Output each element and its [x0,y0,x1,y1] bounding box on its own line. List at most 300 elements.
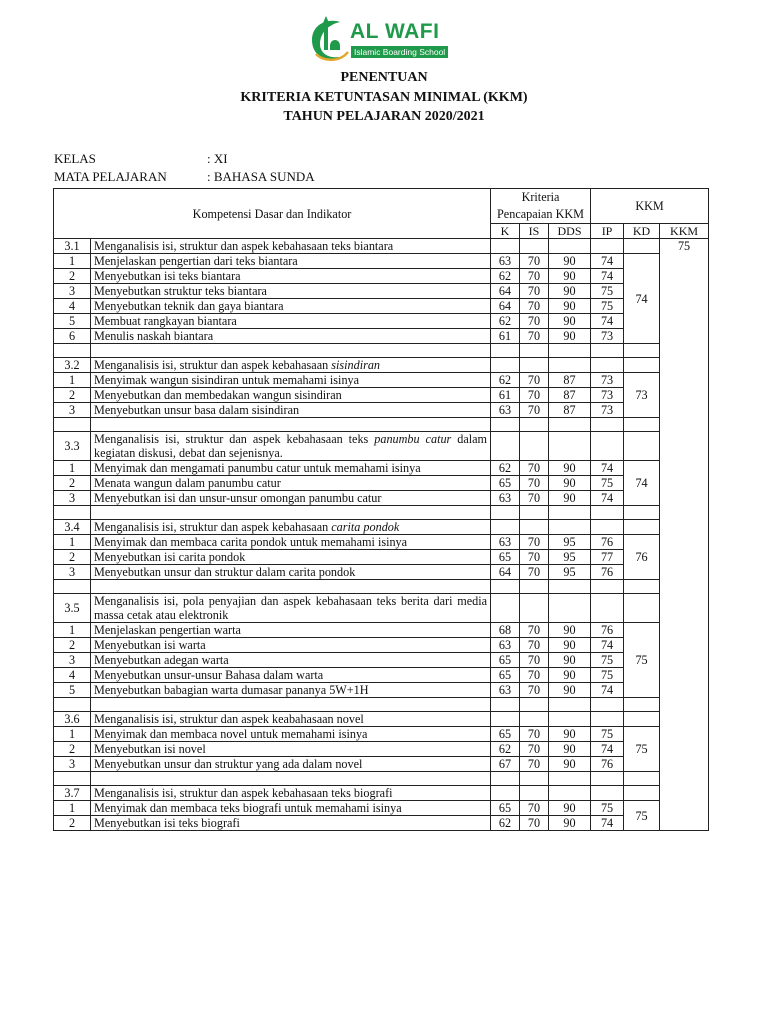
spacer-row [54,344,709,358]
value-kd: 74 [624,461,660,506]
value-kd: 75 [624,727,660,772]
value-is: 70 [520,683,549,698]
indicator-number: 2 [54,550,91,565]
empty-cell [549,506,591,520]
indicator-number: 6 [54,329,91,344]
value-dds: 90 [549,727,591,742]
empty-cell [520,239,549,254]
spacer-row [54,772,709,786]
value-dds: 90 [549,461,591,476]
value-is: 70 [520,535,549,550]
spacer-row [54,698,709,712]
empty-cell [520,698,549,712]
indicator-text: Menyebutkan unsur basa dalam sisindiran [91,403,491,418]
section-title-rest: dalam kegiatan diskusi, debat dan sejenisnya. [94,432,488,460]
section-row [54,520,709,535]
value-ip: 75 [591,476,624,491]
spacer-row [54,418,709,432]
indicator-row [54,565,709,580]
value-dds: 90 [549,683,591,698]
value-k: 67 [491,757,520,772]
kkm-table [53,188,709,831]
indicator-number: 2 [54,476,91,491]
value-is: 70 [520,254,549,269]
value-dds: 90 [549,742,591,757]
value-ip: 74 [591,269,624,284]
value-dds: 90 [549,299,591,314]
empty-cell [54,698,91,712]
empty-cell [591,358,624,373]
value-ip: 74 [591,491,624,506]
indicator-number: 1 [54,801,91,816]
overall-kkm: 75 [660,239,709,831]
value-is: 70 [520,550,549,565]
indicator-row [54,284,709,299]
indicator-number: 1 [54,535,91,550]
empty-cell [624,786,660,801]
indicator-text: Menyimak dan mengamati panumbu catur untuk memahami isinya [91,461,491,476]
indicator-text: Membuat rangkayan biantara [91,314,491,329]
indicator-text: Menyebutkan adegan warta [91,653,491,668]
section-title-italic: panumbu catur [374,432,452,446]
empty-cell [54,772,91,786]
meta-value: : BAHASA SUNDA [207,169,315,184]
empty-cell [491,594,520,623]
indicator-text: Menyebutkan isi teks biografi [91,816,491,831]
empty-cell [520,432,549,461]
value-dds: 90 [549,816,591,831]
value-dds: 90 [549,801,591,816]
value-ip: 75 [591,653,624,668]
indicator-row [54,461,709,476]
empty-cell [624,358,660,373]
empty-cell [624,698,660,712]
value-ip: 74 [591,816,624,831]
empty-cell [624,712,660,727]
section-title-text: Menganalisis isi, struktur dan aspek kebahasaan [94,520,332,534]
section-title [91,358,491,373]
value-is: 70 [520,638,549,653]
value-ip: 76 [591,623,624,638]
value-dds: 87 [549,373,591,388]
indicator-text: Menyebutkan isi dan unsur-unsur omongan panumbu catur [91,491,491,506]
section-title-italic: carita pondok [331,520,400,534]
value-k: 62 [491,742,520,757]
section-title [91,520,491,535]
value-dds: 90 [549,476,591,491]
kkm-table-body [54,239,709,831]
indicator-text: Menyebutkan teknik dan gaya biantara [91,299,491,314]
value-k: 63 [491,535,520,550]
section-title-text: Menganalisis isi, struktur dan aspek kebahasaan teks [94,432,375,446]
indicator-row [54,403,709,418]
value-kd: 74 [624,254,660,344]
indicator-number: 1 [54,461,91,476]
value-dds: 90 [549,284,591,299]
empty-cell [91,698,491,712]
empty-cell [591,239,624,254]
empty-cell [549,786,591,801]
indicator-row [54,314,709,329]
header-k: K [491,224,520,239]
section-title [91,432,491,461]
empty-cell [624,506,660,520]
indicator-row [54,638,709,653]
meta-key: KELAS [54,151,96,166]
title-line-1: PENENTUAN [340,70,428,85]
indicator-row [54,727,709,742]
empty-cell [624,772,660,786]
value-is: 70 [520,816,549,831]
value-ip: 74 [591,742,624,757]
logo-name: AL WAFI [350,20,440,43]
empty-cell [549,698,591,712]
empty-cell [491,786,520,801]
value-is: 70 [520,653,549,668]
indicator-number: 3 [54,565,91,580]
header-kkm: KKM [591,189,709,224]
value-is: 70 [520,314,549,329]
value-k: 62 [491,461,520,476]
spacer-row [54,506,709,520]
indicator-text: Menyebutkan isi warta [91,638,491,653]
empty-cell [491,344,520,358]
value-dds: 95 [549,550,591,565]
value-ip: 76 [591,757,624,772]
value-kd: 75 [624,623,660,698]
value-is: 70 [520,269,549,284]
empty-cell [591,580,624,594]
value-dds: 90 [549,329,591,344]
meta-value: : XI [207,151,228,166]
value-kd: 75 [624,801,660,831]
value-is: 70 [520,461,549,476]
document-title [0,68,768,127]
empty-cell [520,520,549,535]
indicator-row [54,653,709,668]
value-is: 70 [520,476,549,491]
indicator-row [54,329,709,344]
section-title-text: Menganalisis isi, struktur dan aspek kebahasaan [94,358,332,372]
header-kompetensi: Kompetensi Dasar dan Indikator [54,189,491,239]
indicator-text: Menulis naskah biantara [91,329,491,344]
indicator-row [54,254,709,269]
value-is: 70 [520,801,549,816]
value-ip: 76 [591,565,624,580]
empty-cell [491,712,520,727]
indicator-number: 5 [54,314,91,329]
header-kriteria: Kriteria Pencapaian KKM [491,189,591,224]
empty-cell [624,594,660,623]
empty-cell [549,239,591,254]
value-dds: 90 [549,623,591,638]
empty-cell [91,580,491,594]
section-number: 3.5 [54,594,91,623]
indicator-text: Menyebutkan unsur dan struktur yang ada dalam novel [91,757,491,772]
indicator-number: 1 [54,373,91,388]
value-dds: 90 [549,757,591,772]
indicator-row [54,742,709,757]
value-ip: 74 [591,461,624,476]
empty-cell [491,358,520,373]
value-ip: 75 [591,727,624,742]
value-ip: 75 [591,299,624,314]
value-kd: 73 [624,373,660,418]
empty-cell [591,418,624,432]
value-k: 61 [491,388,520,403]
empty-cell [591,594,624,623]
empty-cell [591,520,624,535]
empty-cell [591,712,624,727]
indicator-text: Menata wangun dalam panumbu catur [91,476,491,491]
empty-cell [91,772,491,786]
indicator-row [54,535,709,550]
value-is: 70 [520,742,549,757]
indicator-number: 4 [54,299,91,314]
indicator-row [54,299,709,314]
value-ip: 73 [591,403,624,418]
empty-cell [520,344,549,358]
value-dds: 90 [549,653,591,668]
section-title-text: Menganalisis isi, struktur dan aspek keabahasaan novel [94,712,364,726]
value-is: 70 [520,329,549,344]
value-k: 62 [491,373,520,388]
value-k: 61 [491,329,520,344]
section-number: 3.7 [54,786,91,801]
empty-cell [520,712,549,727]
empty-cell [491,432,520,461]
value-dds: 90 [549,668,591,683]
indicator-row [54,269,709,284]
section-title-italic: sisindiran [331,358,381,372]
empty-cell [520,358,549,373]
indicator-row [54,757,709,772]
empty-cell [520,786,549,801]
value-dds: 95 [549,535,591,550]
value-is: 70 [520,388,549,403]
school-logo [306,10,466,64]
value-ip: 73 [591,388,624,403]
empty-cell [54,344,91,358]
indicator-text: Menyebutkan dan membedakan wangun sisindiran [91,388,491,403]
empty-cell [549,520,591,535]
empty-cell [91,344,491,358]
indicator-text: Menyebutkan isi novel [91,742,491,757]
value-ip: 75 [591,668,624,683]
indicator-text: Menyebutkan struktur teks biantara [91,284,491,299]
indicator-text: Menyimak dan membaca novel untuk memahami isinya [91,727,491,742]
indicator-text: Menyebutkan unsur dan struktur dalam carita pondok [91,565,491,580]
empty-cell [491,506,520,520]
indicator-row [54,816,709,831]
value-ip: 75 [591,801,624,816]
title-line-2: KRITERIA KETUNTASAN MINIMAL (KKM) [240,89,528,105]
spacer-row [54,580,709,594]
section-row [54,594,709,623]
indicator-row [54,668,709,683]
empty-cell [91,506,491,520]
value-k: 63 [491,638,520,653]
header-dds: DDS [549,224,591,239]
empty-cell [520,594,549,623]
value-k: 68 [491,623,520,638]
value-k: 65 [491,801,520,816]
section-title [91,712,491,727]
empty-cell [491,418,520,432]
value-ip: 74 [591,638,624,653]
indicator-number: 3 [54,757,91,772]
value-k: 65 [491,727,520,742]
logo-subtitle: Islamic Boarding School [351,46,448,58]
indicator-number: 3 [54,284,91,299]
empty-cell [591,344,624,358]
empty-cell [91,418,491,432]
value-k: 62 [491,269,520,284]
header-ip: IP [591,224,624,239]
title-line-3: TAHUN PELAJARAN 2020/2021 [283,109,485,124]
indicator-number: 4 [54,668,91,683]
section-title-text: Menganalisis isi, struktur dan aspek kebahasaan teks biantara [94,239,394,253]
empty-cell [624,418,660,432]
empty-cell [549,594,591,623]
indicator-text: Menyebutkan babagian warta dumasar pananya 5W+1H [91,683,491,698]
value-dds: 90 [549,269,591,284]
indicator-number: 3 [54,491,91,506]
empty-cell [624,580,660,594]
indicator-row [54,388,709,403]
value-dds: 90 [549,314,591,329]
indicator-text: Menyimak wangun sisindiran untuk memahami isinya [91,373,491,388]
value-is: 70 [520,565,549,580]
empty-cell [549,344,591,358]
value-is: 70 [520,623,549,638]
value-k: 65 [491,668,520,683]
value-dds: 90 [549,638,591,653]
empty-cell [491,580,520,594]
section-title-text: Menganalisis isi, struktur dan aspek kebahasaan teks biografi [94,786,393,800]
empty-cell [591,772,624,786]
empty-cell [520,418,549,432]
value-is: 70 [520,491,549,506]
empty-cell [549,432,591,461]
empty-cell [624,239,660,254]
value-is: 70 [520,299,549,314]
empty-cell [624,432,660,461]
mosque-emblem-icon [306,10,350,64]
value-k: 65 [491,476,520,491]
empty-cell [491,520,520,535]
indicator-number: 3 [54,653,91,668]
value-dds: 90 [549,491,591,506]
indicator-text: Menyimak dan membaca carita pondok untuk memahami isinya [91,535,491,550]
value-ip: 74 [591,314,624,329]
empty-cell [520,772,549,786]
indicator-text: Menjelaskan pengertian dari teks biantara [91,254,491,269]
empty-cell [549,418,591,432]
empty-cell [520,580,549,594]
document-meta [54,150,315,186]
indicator-number: 2 [54,269,91,284]
value-ip: 74 [591,254,624,269]
empty-cell [549,358,591,373]
value-k: 63 [491,254,520,269]
value-is: 70 [520,757,549,772]
empty-cell [624,520,660,535]
value-dds: 95 [549,565,591,580]
value-ip: 73 [591,373,624,388]
section-number: 3.3 [54,432,91,461]
meta-row-kelas [54,150,315,168]
empty-cell [54,418,91,432]
value-k: 64 [491,284,520,299]
value-k: 63 [491,403,520,418]
empty-cell [54,580,91,594]
indicator-row [54,491,709,506]
empty-cell [491,698,520,712]
value-k: 62 [491,816,520,831]
section-row [54,358,709,373]
header-is: IS [520,224,549,239]
value-dds: 87 [549,388,591,403]
indicator-number: 2 [54,638,91,653]
value-is: 70 [520,727,549,742]
value-ip: 76 [591,535,624,550]
value-is: 70 [520,284,549,299]
section-row [54,239,709,254]
value-k: 62 [491,314,520,329]
indicator-row [54,373,709,388]
empty-cell [54,506,91,520]
section-number: 3.1 [54,239,91,254]
header-kkm-final: KKM [660,224,709,239]
indicator-row [54,683,709,698]
section-number: 3.6 [54,712,91,727]
indicator-row [54,476,709,491]
indicator-text: Menjelaskan pengertian warta [91,623,491,638]
empty-cell [549,772,591,786]
value-k: 65 [491,653,520,668]
meta-key: MATA PELAJARAN [54,169,167,184]
indicator-number: 3 [54,403,91,418]
indicator-number: 1 [54,623,91,638]
empty-cell [624,344,660,358]
value-dds: 87 [549,403,591,418]
section-title [91,239,491,254]
value-is: 70 [520,403,549,418]
indicator-number: 2 [54,388,91,403]
value-k: 63 [491,491,520,506]
indicator-number: 2 [54,742,91,757]
section-row [54,786,709,801]
value-ip: 75 [591,284,624,299]
empty-cell [520,506,549,520]
empty-cell [549,712,591,727]
value-ip: 73 [591,329,624,344]
indicator-row [54,623,709,638]
indicator-text: Menyebutkan isi carita pondok [91,550,491,565]
value-k: 64 [491,565,520,580]
indicator-text: Menyebutkan isi teks biantara [91,269,491,284]
value-ip: 74 [591,683,624,698]
indicator-number: 5 [54,683,91,698]
value-is: 70 [520,668,549,683]
empty-cell [591,506,624,520]
indicator-text: Menyebutkan unsur-unsur Bahasa dalam warta [91,668,491,683]
empty-cell [591,786,624,801]
section-title [91,594,491,623]
value-kd: 76 [624,535,660,580]
section-title-text: Menganalisis isi, pola penyajian dan aspek kebahasaan teks berita dari media massa cetak atau elektronik [94,594,488,622]
